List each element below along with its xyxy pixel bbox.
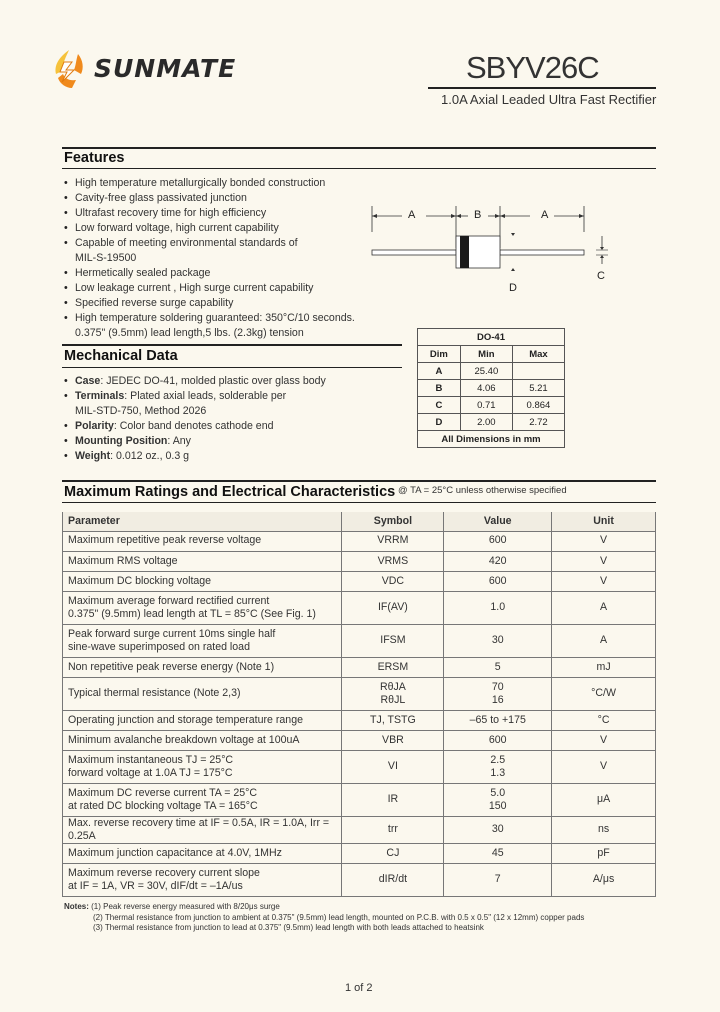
col-header-parameter: Parameter (63, 512, 342, 531)
features-rule-bottom (62, 168, 656, 169)
feature-item: 0.375" (9.5mm) lead length,5 lbs. (2.3kg) tension (75, 327, 304, 339)
param-cell: Maximum DC reverse current TA = 25°C at rated DC blocking voltage TA = 165°C (63, 783, 342, 816)
mech-item-terminals: • Terminals: Plated axial leads, solderable per (64, 389, 384, 404)
note-item: (3) Thermal resistance from junction to lead at 0.375" (9.5mm) lead length with both leads attached to heatsink (93, 923, 484, 932)
ratings-row (63, 571, 656, 591)
value-cell: 600 (444, 531, 552, 551)
mech-item-terminals-cont: MIL-STD-750, Method 2026 (75, 405, 207, 417)
dim-cell: C (418, 397, 461, 414)
features-list (64, 176, 364, 341)
cathode-band (460, 236, 469, 268)
unit-cell: V (552, 551, 656, 571)
param-cell: Maximum instantaneous TJ = 25°C forward voltage at 1.0A TJ = 175°C (63, 750, 342, 783)
param-cell: Maximum repetitive peak reverse voltage (63, 531, 342, 551)
note-item: (2) Thermal resistance from junction to ambient at 0.375" (9.5mm) lead length, mounted on P.C.B. with 0.5 x 0.5" (12 x 12mm) copper pads (93, 912, 585, 922)
unit-cell: μA (552, 783, 656, 816)
value-cell: 5 (444, 657, 552, 677)
param-cell: Max. reverse recovery time at IF = 0.5A, IR = 1.0A, Irr = 0.25A (63, 816, 342, 843)
mech-item-mounting: • Mounting Position: Any (64, 434, 384, 449)
dim-label-a2: A (541, 209, 549, 221)
dim-label-d: D (509, 282, 517, 294)
dim-cell: D (418, 414, 461, 431)
value-cell: 2.5 1.3 (444, 750, 552, 783)
part-description: 1.0A Axial Leaded Ultra Fast Rectifier (441, 92, 657, 107)
dim-cell: 4.06 (460, 380, 512, 397)
part-number: SBYV26C (466, 50, 599, 85)
dim-cell: B (418, 380, 461, 397)
value-cell: –65 to +175 (444, 710, 552, 730)
feature-item: • Hermetically sealed package (64, 266, 364, 281)
dim-table-title: DO-41 (418, 329, 565, 346)
ratings-condition: @ TA = 25°C unless otherwise specified (398, 485, 567, 496)
brand-logo (50, 46, 250, 92)
note-item: (1) Peak reverse energy measured with 8/20μs surge (91, 902, 280, 911)
feature-item: • Low leakage current , High surge current capability (64, 281, 364, 296)
ratings-rule-top (62, 480, 656, 482)
ratings-rule-bottom (62, 502, 656, 503)
dim-label-a1: A (408, 209, 416, 221)
value-cell: 30 (444, 624, 552, 657)
ratings-row (63, 750, 656, 783)
param-cell: Maximum average forward rectified current 0.375" (9.5mm) lead length at TL = 85°C (See Fig. 1) (63, 591, 342, 624)
param-cell: Maximum DC blocking voltage (63, 571, 342, 591)
symbol-cell: VRRM (342, 531, 444, 551)
value-cell: 600 (444, 730, 552, 750)
value-cell: 45 (444, 843, 552, 863)
col-header-symbol: Symbol (342, 512, 444, 531)
dim-cell: A (418, 363, 461, 380)
unit-cell: V (552, 531, 656, 551)
ratings-row (63, 551, 656, 571)
param-cell: Peak forward surge current 10ms single half sine-wave superimposed on rated load (63, 624, 342, 657)
mech-item-case: • Case: JEDEC DO-41, molded plastic over glass body (64, 374, 384, 389)
symbol-cell: IFSM (342, 624, 444, 657)
symbol-cell: VBR (342, 730, 444, 750)
brand-name: SUNMATE (94, 54, 237, 83)
unit-cell: A/μs (552, 863, 656, 896)
mechanical-rule-bottom (62, 367, 402, 368)
logo-icon (50, 48, 88, 90)
ratings-row (63, 730, 656, 750)
ratings-table-body (62, 531, 656, 897)
unit-cell: mJ (552, 657, 656, 677)
feature-item: • High temperature metallurgically bonded construction (64, 176, 364, 191)
symbol-cell: VRMS (342, 551, 444, 571)
feature-item: • Cavity-free glass passivated junction (64, 191, 364, 206)
ratings-row (63, 710, 656, 730)
mechanical-title: Mechanical Data (64, 348, 178, 364)
page-number: 1 of 2 (345, 982, 373, 994)
dim-header: Max (512, 346, 564, 363)
mechanical-rule-top (62, 344, 402, 346)
feature-item: • Specified reverse surge capability (64, 296, 364, 311)
symbol-cell: TJ, TSTG (342, 710, 444, 730)
dim-cell: 0.71 (460, 397, 512, 414)
ratings-row (63, 657, 656, 677)
unit-cell: ns (552, 816, 656, 843)
ratings-row (63, 591, 656, 624)
features-rule-top (62, 147, 656, 149)
ratings-table (62, 512, 656, 532)
unit-cell: °C (552, 710, 656, 730)
param-cell: Maximum RMS voltage (63, 551, 342, 571)
symbol-cell: RθJA RθJL (342, 677, 444, 710)
ratings-row (63, 816, 656, 843)
value-cell: 600 (444, 571, 552, 591)
ratings-row (63, 531, 656, 551)
param-cell: Operating junction and storage temperature range (63, 710, 342, 730)
dim-label-c: C (597, 270, 605, 282)
ratings-row (63, 677, 656, 710)
dim-cell: 2.00 (460, 414, 512, 431)
unit-cell: V (552, 571, 656, 591)
dim-header: Dim (418, 346, 461, 363)
mechanical-list (64, 374, 384, 464)
dimension-table (417, 328, 565, 448)
unit-cell: °C/W (552, 677, 656, 710)
unit-cell: A (552, 591, 656, 624)
symbol-cell: VDC (342, 571, 444, 591)
value-cell: 30 (444, 816, 552, 843)
value-cell: 420 (444, 551, 552, 571)
ratings-row (63, 783, 656, 816)
dim-table-footer: All Dimensions in mm (418, 431, 565, 448)
ratings-row (63, 843, 656, 863)
dim-cell: 2.72 (512, 414, 564, 431)
dim-cell: 5.21 (512, 380, 564, 397)
col-header-unit: Unit (552, 512, 656, 531)
feature-item: • Low forward voltage, high current capability (64, 221, 364, 236)
dim-header: Min (460, 346, 512, 363)
dim-label-b: B (474, 209, 482, 221)
feature-item: MIL-S-19500 (75, 252, 137, 264)
mech-item-polarity: • Polarity: Color band denotes cathode end (64, 419, 384, 434)
param-cell: Minimum avalanche breakdown voltage at 100uA (63, 730, 342, 750)
value-cell: 7 (444, 863, 552, 896)
value-cell: 70 16 (444, 677, 552, 710)
symbol-cell: CJ (342, 843, 444, 863)
ratings-row (63, 624, 656, 657)
feature-item: • Capable of meeting environmental standards of (64, 236, 364, 251)
symbol-cell: IF(AV) (342, 591, 444, 624)
param-cell: Maximum reverse recovery current slope at IF = 1A, VR = 30V, dIF/dt = –1A/us (63, 863, 342, 896)
dim-cell: 25.40 (460, 363, 512, 380)
mech-item-weight: • Weight: 0.012 oz., 0.3 g (64, 449, 384, 464)
symbol-cell: ERSM (342, 657, 444, 677)
value-cell: 1.0 (444, 591, 552, 624)
value-cell: 5.0 150 (444, 783, 552, 816)
symbol-cell: IR (342, 783, 444, 816)
ratings-row (63, 863, 656, 896)
notes (64, 902, 664, 934)
package-diagram (360, 200, 620, 300)
features-title: Features (64, 150, 125, 166)
ratings-title: Maximum Ratings and Electrical Characteristics (64, 484, 396, 500)
param-cell: Maximum junction capacitance at 4.0V, 1MHz (63, 843, 342, 863)
unit-cell: V (552, 730, 656, 750)
feature-item: • Ultrafast recovery time for high efficiency (64, 206, 364, 221)
param-cell: Non repetitive peak reverse energy (Note 1) (63, 657, 342, 677)
param-cell: Typical thermal resistance (Note 2,3) (63, 677, 342, 710)
symbol-cell: dIR/dt (342, 863, 444, 896)
col-header-value: Value (444, 512, 552, 531)
notes-label: Notes: (64, 902, 89, 911)
unit-cell: pF (552, 843, 656, 863)
dim-cell (512, 363, 564, 380)
feature-item: • High temperature soldering guaranteed: 350°C/10 seconds. (64, 311, 364, 326)
unit-cell: A (552, 624, 656, 657)
symbol-cell: trr (342, 816, 444, 843)
dim-cell: 0.864 (512, 397, 564, 414)
header-divider (428, 87, 656, 89)
symbol-cell: VI (342, 750, 444, 783)
unit-cell: V (552, 750, 656, 783)
